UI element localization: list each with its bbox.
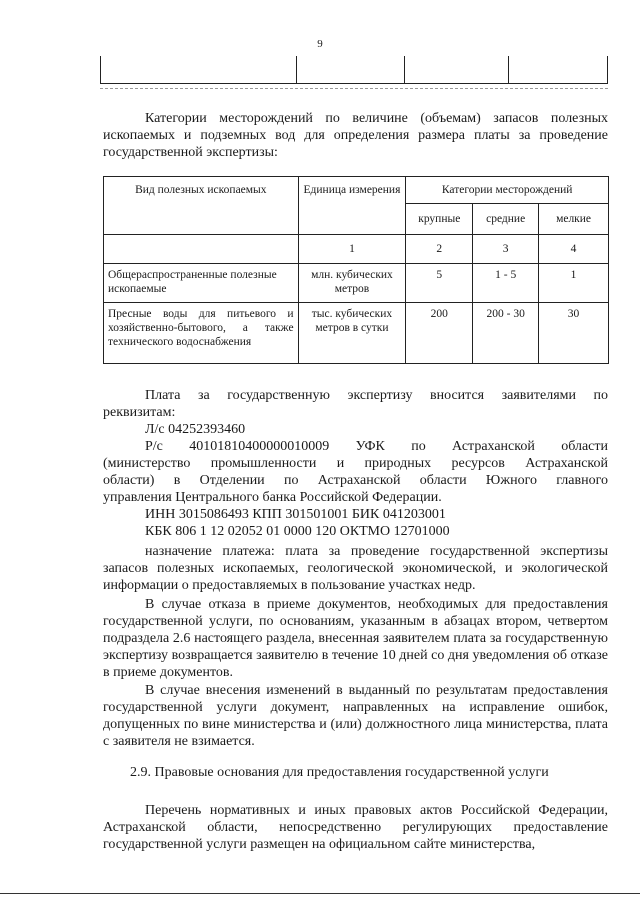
settlement-account: Р/с 40101810400000010009 УФК по Астраханской области: [145, 439, 608, 454]
changes-paragraph: В случае внесения изменений в выданный по результатам предоставления государственной услуги документ, направленных на исправление ошибок, допущенных по вине министерства и (или) должностного лица министерства, плата с заявителя не взимается.: [103, 683, 608, 749]
header-categories: Категории месторождений: [406, 177, 609, 204]
table-row: Пресные воды для питьевого и хозяйственно-бытового, а также технического водоснабжения тыс. кубических метров в сутки 200 200 - 30 30: [104, 303, 609, 364]
section-title: 2.9. Правовые основания для предоставления государственной услуги: [130, 765, 549, 780]
final-paragraph: Перечень нормативных и иных правовых актов Российской Федерации, Астраханской области, непосредственно регулирующих предоставление государственной услуги размещен на официальном сайте министерства,: [103, 803, 608, 852]
personal-account: Л/с 04252393460: [145, 422, 246, 437]
intro-paragraph: Категории месторождений по величине (объемам) запасов полезных ископаемых и подземных вод для определения размера платы за проведение государственной экспертизы:: [103, 111, 608, 160]
table-header-row: [104, 177, 609, 204]
table-numbering-row: 1 2 3 4: [104, 235, 609, 264]
divider: [100, 88, 608, 89]
deposit-categories-table: [103, 176, 609, 364]
table-row: Общераспространенные полезные ископаемые млн. кубических метров 5 1 - 5 1: [104, 264, 609, 303]
purpose-paragraph: назначение платежа: плата за проведение государственной экспертизы запасов полезных ископаемых, геологической экономической, и экологической информации о предоставляемых в пользование участках недр.: [103, 544, 608, 593]
header-large: крупные: [406, 204, 473, 235]
header-kind: Вид полезных ископаемых: [104, 177, 299, 235]
header-unit: Единица измерения: [298, 177, 406, 235]
previous-table-remnant: [100, 56, 608, 84]
header-medium: средние: [473, 204, 539, 235]
inn-line: ИНН 3015086493 КПП 301501001 БИК 041203001: [145, 507, 446, 522]
kbk-line: КБК 806 1 12 02052 01 0000 120 ОКТМО 12701000: [145, 524, 450, 539]
refusal-paragraph: В случае отказа в приеме документов, необходимых для предоставления государственной услуги, по основаниям, указанным в абзацах втором, четвертом подраздела 2.6 настоящего раздела, внесенная заявителем плата за государственную экспертизу возвращается заявителю в течение 10 дней со дня уведомления об отказе в приеме документов.: [103, 597, 608, 680]
page-number: 9: [317, 38, 323, 50]
page-bottom-border: [0, 893, 640, 894]
requisites: Л/с 04252393460 Р/с 40101810400000010009 УФК по Астраханской области (министерство промышленности и природных ресурсов Астраханской области) в Отделении по Астраханской области Южного главного управления Центрального банка Российской Федерации. ИНН 3015086493 КПП 301501001 БИК 041203001 КБК 806 1 12 02052 01 0000 120 ОКТМО 12701000: [103, 422, 608, 539]
payment-paragraph: Плата за государственную экспертизу вносится заявителями по реквизитам:: [103, 388, 608, 420]
header-small: мелкие: [539, 204, 609, 235]
